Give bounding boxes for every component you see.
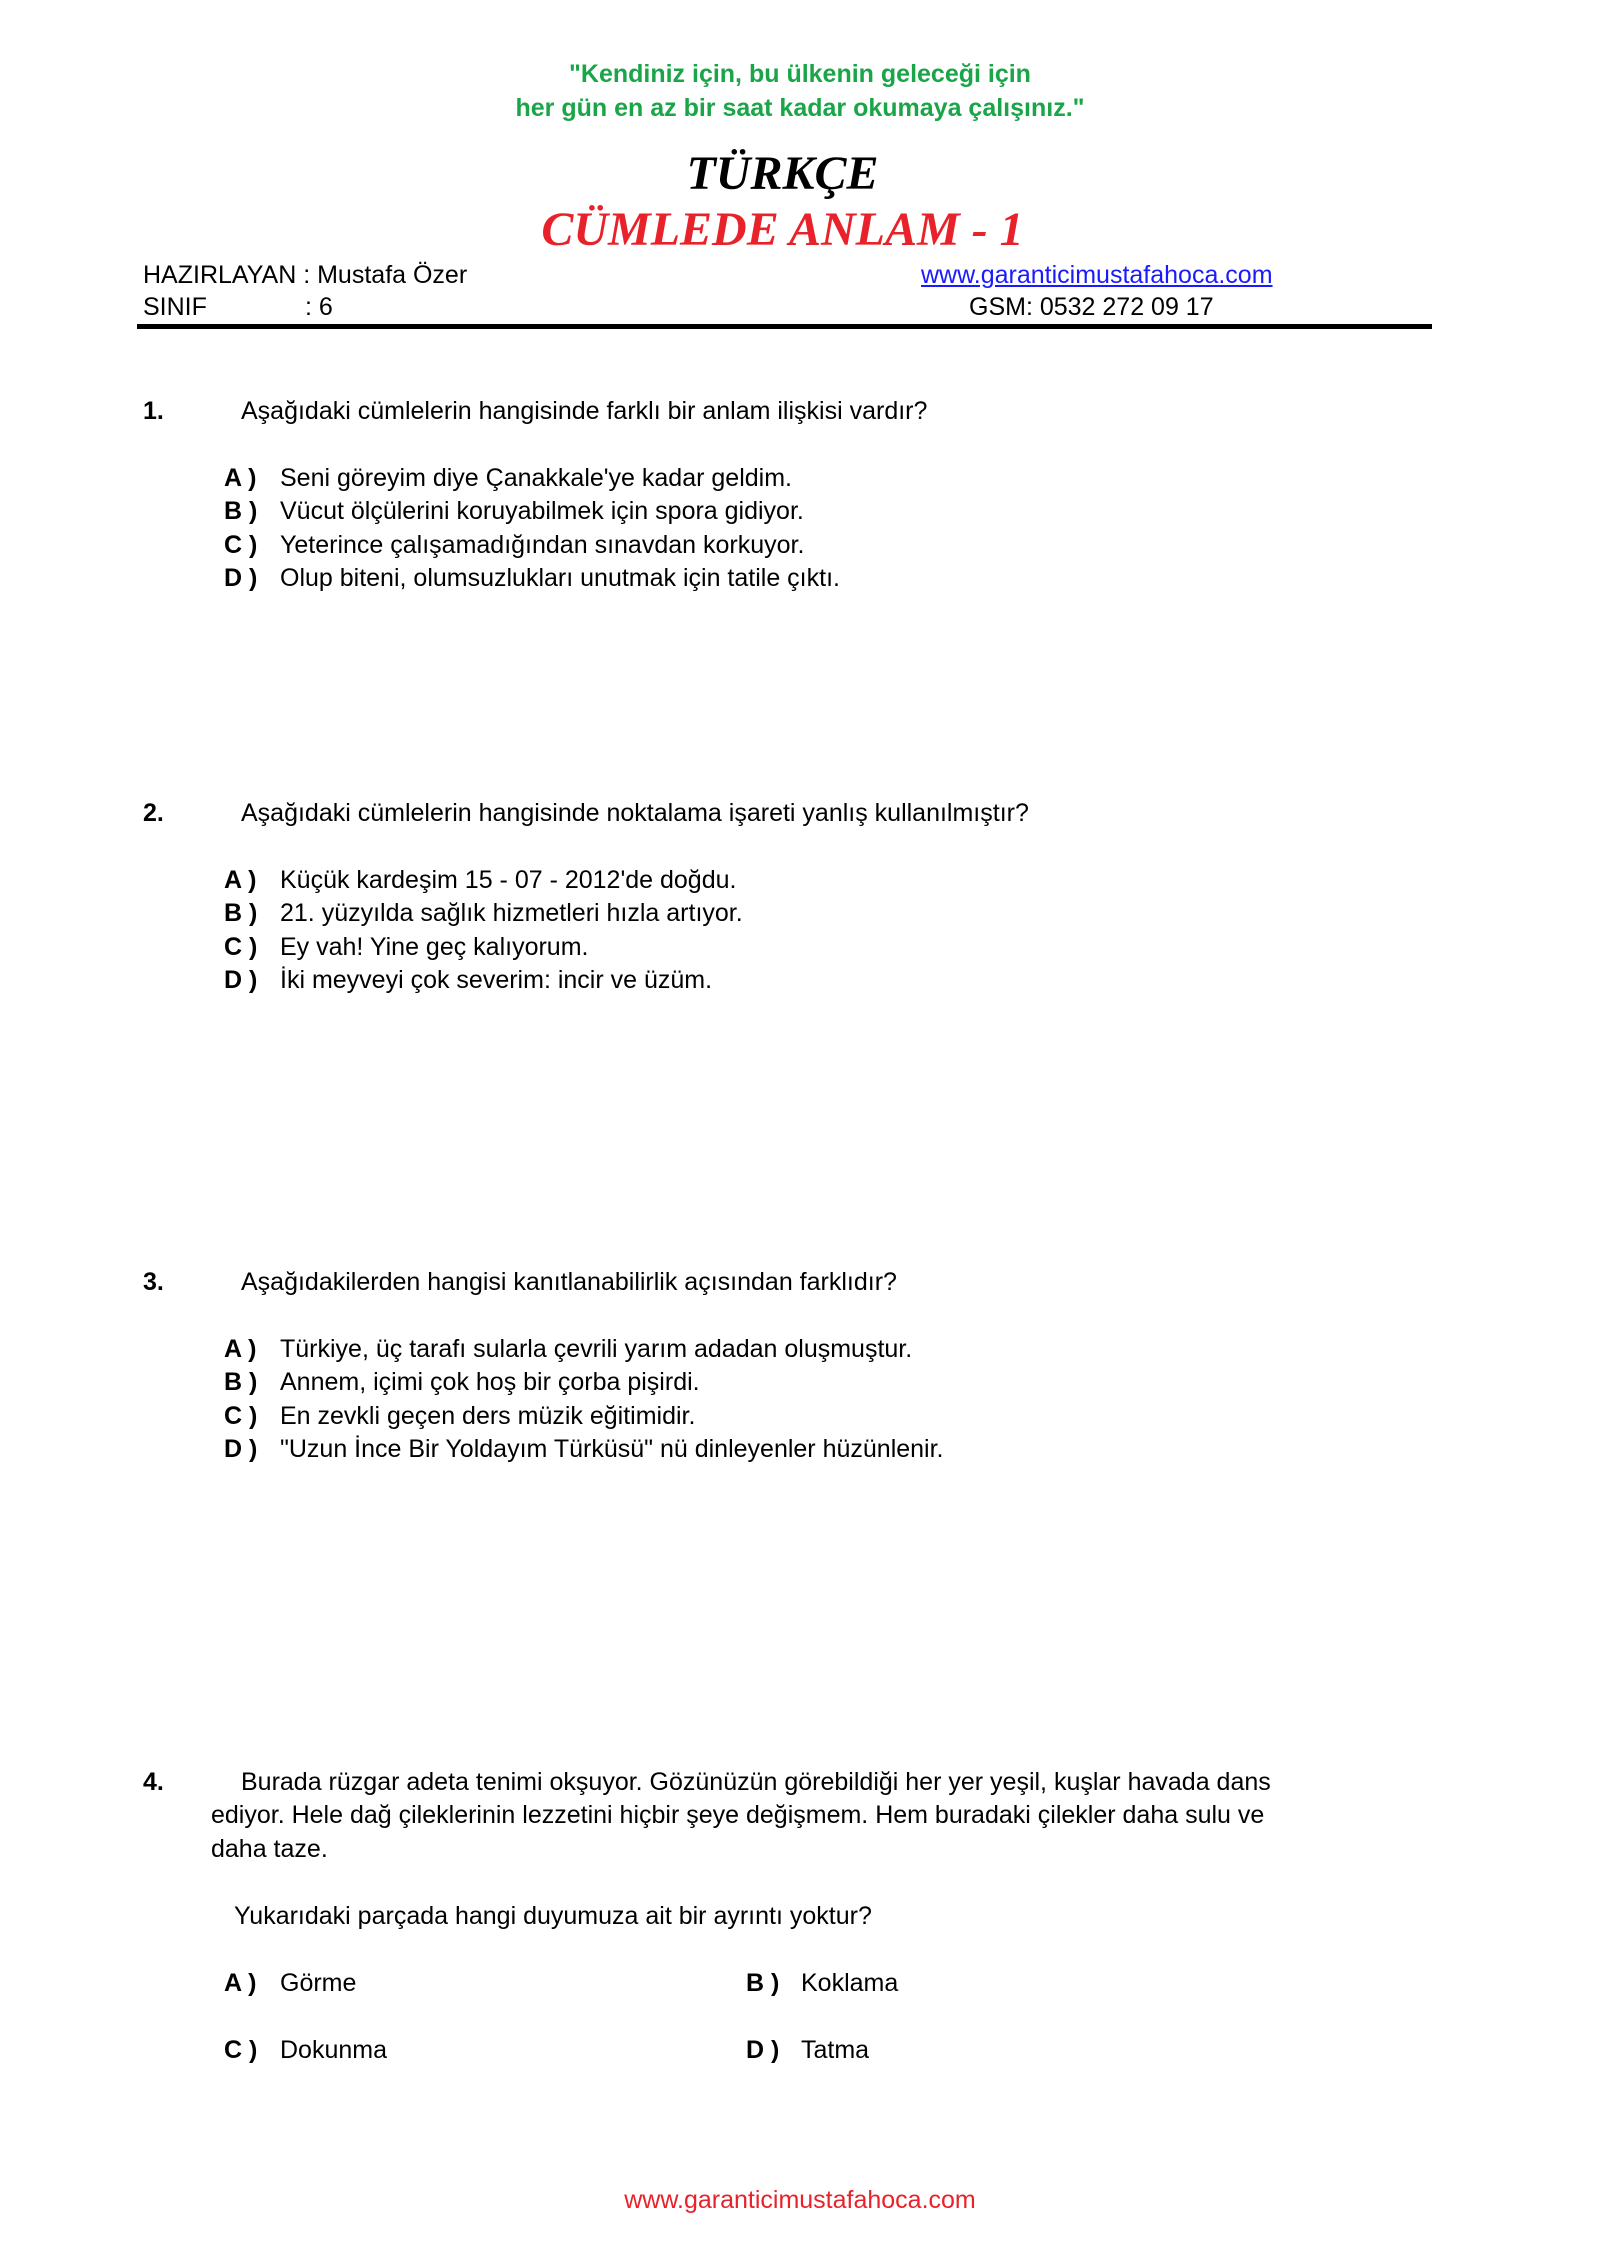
option-a-letter[interactable]: A )	[224, 1335, 257, 1363]
question-number: 2.	[143, 799, 164, 827]
question-text: Aşağıdakilerden hangisi kanıtlanabilirlik açısından farklıdır?	[241, 1268, 897, 1296]
option-d-letter[interactable]: D )	[746, 2036, 780, 2064]
option-d-text: İki meyveyi çok severim: incir ve üzüm.	[280, 966, 713, 994]
class-value: : 6	[305, 293, 333, 321]
subject-title: TÜRKÇE	[686, 147, 879, 200]
option-b-letter[interactable]: B )	[224, 1368, 258, 1396]
option-b-letter[interactable]: B )	[224, 899, 258, 927]
option-c-text: Dokunma	[280, 2036, 387, 2064]
option-a-text: Seni göreyim diye Çanakkale'ye kadar geldim.	[280, 464, 792, 492]
footer-website-link[interactable]: www.garanticimustafahoca.com	[624, 2186, 976, 2214]
option-c-letter[interactable]: C )	[224, 1402, 258, 1430]
motto-line-1: "Kendiniz için, bu ülkenin geleceği için	[569, 60, 1031, 88]
author-label: HAZIRLAYAN : Mustafa Özer	[143, 261, 468, 289]
option-c-text: Yeterince çalışamadığından sınavdan korkuyor.	[280, 531, 805, 559]
passage-line: daha taze.	[211, 1835, 328, 1863]
class-label: SINIF	[143, 293, 207, 321]
option-b-text: Koklama	[801, 1969, 899, 1997]
gsm-number: GSM: 0532 272 09 17	[969, 293, 1214, 321]
option-b-text: Annem, içimi çok hoş bir çorba pişirdi.	[280, 1368, 700, 1396]
passage-line: Burada rüzgar adeta tenimi okşuyor. Gözünüzün görebildiği her yer yeşil, kuşlar havada dans	[241, 1768, 1271, 1796]
option-b-text: 21. yüzyılda sağlık hizmetleri hızla artıyor.	[280, 899, 743, 927]
option-b-letter[interactable]: B )	[224, 497, 258, 525]
question-text: Aşağıdaki cümlelerin hangisinde noktalama işareti yanlış kullanılmıştır?	[241, 799, 1029, 827]
option-d-letter[interactable]: D )	[224, 1435, 258, 1463]
option-a-text: Görme	[280, 1969, 357, 1997]
option-c-text: En zevkli geçen ders müzik eğitimidir.	[280, 1402, 696, 1430]
option-d-letter[interactable]: D )	[224, 564, 258, 592]
website-link[interactable]: www.garanticimustafahoca.com	[921, 261, 1273, 289]
option-c-letter[interactable]: C )	[224, 2036, 258, 2064]
question-number: 4.	[143, 1768, 164, 1796]
question-text: Yukarıdaki parçada hangi duyumuza ait bir ayrıntı yoktur?	[234, 1902, 872, 1930]
option-d-letter[interactable]: D )	[224, 966, 258, 994]
option-a-letter[interactable]: A )	[224, 464, 257, 492]
option-c-text: Ey vah! Yine geç kalıyorum.	[280, 933, 589, 961]
option-d-text: Olup biteni, olumsuzlukları unutmak için tatile çıktı.	[280, 564, 840, 592]
option-a-text: Türkiye, üç tarafı sularla çevrili yarım adadan oluşmuştur.	[280, 1335, 913, 1363]
passage-line: ediyor. Hele dağ çileklerinin lezzetini hiçbir şeye değişmem. Hem buradaki çilekler daha sulu ve	[211, 1801, 1265, 1829]
option-c-letter[interactable]: C )	[224, 933, 258, 961]
option-b-letter[interactable]: B )	[746, 1969, 780, 1997]
option-b-text: Vücut ölçülerini koruyabilmek için spora gidiyor.	[280, 497, 804, 525]
option-d-text: Tatma	[801, 2036, 870, 2064]
option-a-letter[interactable]: A )	[224, 1969, 257, 1997]
option-c-letter[interactable]: C )	[224, 531, 258, 559]
header-divider	[137, 324, 1432, 329]
option-a-letter[interactable]: A )	[224, 866, 257, 894]
option-d-text: "Uzun İnce Bir Yoldayım Türküsü" nü dinleyenler hüzünlenir.	[280, 1435, 944, 1463]
question-number: 3.	[143, 1268, 164, 1296]
question-number: 1.	[143, 397, 164, 425]
topic-title: CÜMLEDE ANLAM - 1	[541, 203, 1024, 256]
question-text: Aşağıdaki cümlelerin hangisinde farklı bir anlam ilişkisi vardır?	[241, 397, 928, 425]
motto-line-2: her gün en az bir saat kadar okumaya çalışınız."	[515, 94, 1085, 122]
option-a-text: Küçük kardeşim 15 - 07 - 2012'de doğdu.	[280, 866, 737, 894]
